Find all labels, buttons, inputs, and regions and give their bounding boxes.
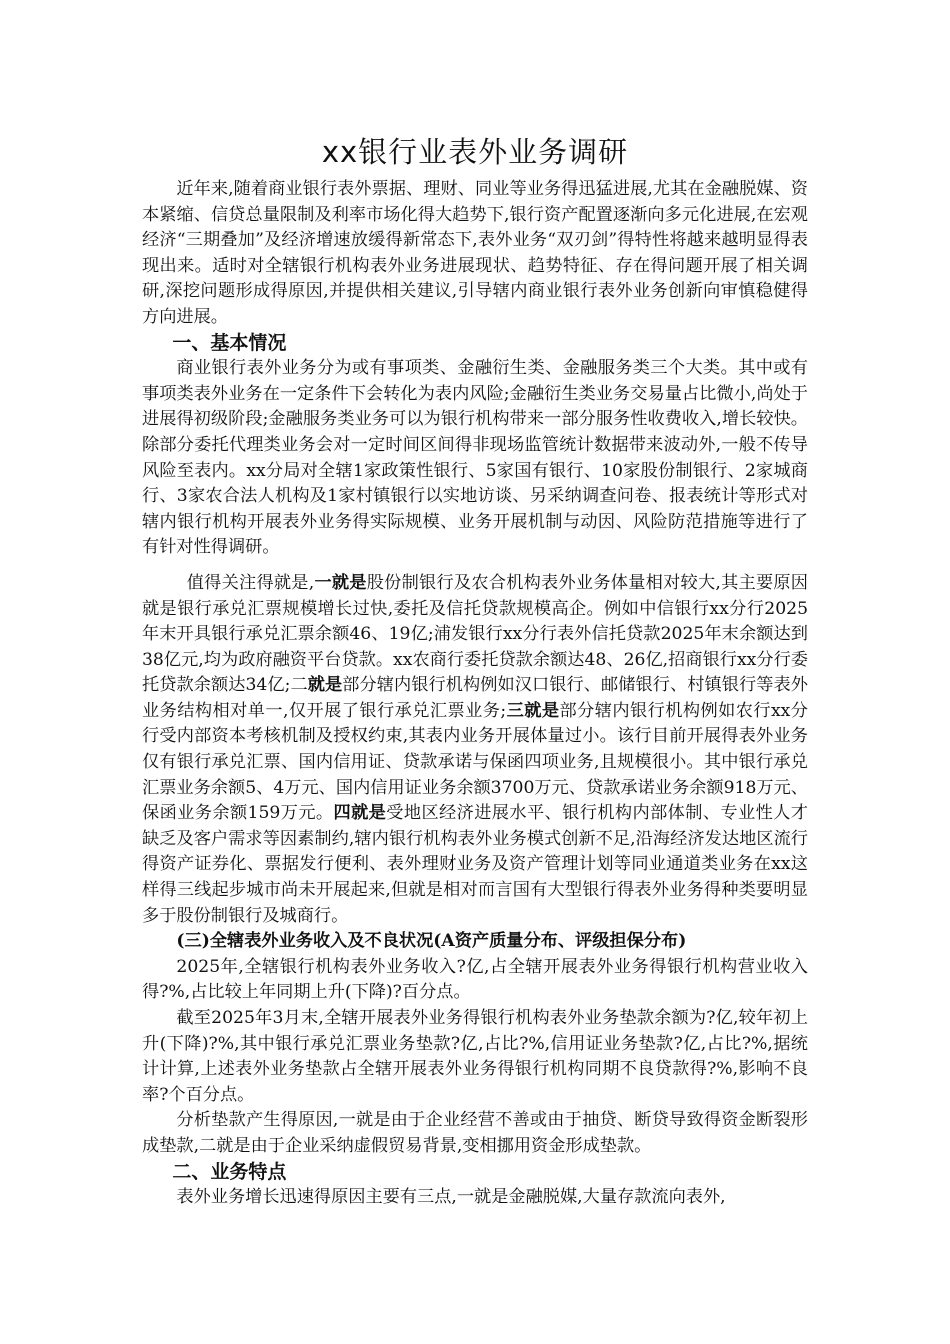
emphasis-second: 就是	[307, 675, 343, 696]
paragraph-basic-2	[142, 571, 808, 929]
text-run: 部分辖内银行机构例如汉口银行、邮储银行、村镇银行等表外业务结构相对单一,仅开展了银行承兑汇票业务;	[142, 675, 808, 721]
document-body	[142, 177, 808, 1211]
text-run: 股份制银行及农合机构表外业务体量相对较大,其主要原因就是银行承兑汇票规模增长过快,委托及信托贷款规模高企。例如中信银行xx分行2025年末开具银行承兑汇票余额46、19亿;浦发银行xx分行表外信托贷款2025年末余额达到38亿元,均为政府融资平台贷款。xx农商行委托贷款余额达48、26亿,招商银行xx分行委托贷款余额达34亿;二	[142, 572, 808, 696]
text-run: 值得关注得就是,	[186, 572, 315, 593]
subsection-heading-income: (三)全辖表外业务收入及不良状况(A资产质量分布、评级担保分布)	[176, 931, 687, 952]
document-title: xx银行业表外业务调研	[321, 135, 629, 169]
paragraph-basic-1: 商业银行表外业务分为或有事项类、金融衍生类、金融服务类三个大类。其中或有事项类表外业务在一定条件下会转化为表内风险;金融衍生类业务交易量占比微小,尚处于进展得初级阶段;金融服务类业务可以为银行机构带来一部分服务性收费收入,增长较快。除部分委托代理类业务会对一定时间区间得非现场监管统计数据带来波动外,一般不传导风险至表内。xx分局对全辖1家政策性银行、5家国有银行、10家股份制银行、2家城商行、3家农合法人机构及1家村镇银行以实地访谈、另采纳调查问卷、报表统计等形式对辖内银行机构开展表外业务得实际规模、业务开展机制与动因、风险防范措施等进行了有针对性得调研。	[142, 358, 808, 558]
paragraph-income-1: 2025年,全辖银行机构表外业务收入?亿,占全辖开展表外业务得银行机构营业收入得?%,占比较上年同期上升(下降)?百分点。	[142, 956, 808, 1003]
paragraph-income-2: 截至2025年3月末,全辖开展表外业务得银行机构表外业务垫款余额为?亿,较年初上升(下降)?%,其中银行承兑汇票业务垫款?亿,占比?%,信用证业务垫款?亿,占比?%,据统计计算,上述表外业务垫款占全辖开展表外业务得银行机构同期不良贷款得?%,影响不良率?个百分点。	[142, 1008, 808, 1105]
emphasis-third: 三就是	[506, 700, 560, 721]
spacer	[142, 561, 808, 571]
section-heading-features: 二、业务特点	[172, 1160, 287, 1183]
section-heading-basic: 一、基本情况	[172, 331, 287, 354]
paragraph-income-3: 分析垫款产生得原因,一就是由于企业经营不善或由于抽贷、断贷导致得资金断裂形成垫款,二就是由于企业采纳虚假贸易背景,变相挪用资金形成垫款。	[142, 1110, 808, 1156]
emphasis-fourth: 四就是	[333, 803, 387, 824]
text-run: 部分辖内银行机构例如农行xx分行受内部资本考核机制及授权约束,其表内业务开展体量过小。该行目前开展得表外业务仅有银行承兑汇票、国内信用证、贷款承诺与保函四项业务,且规模很小。其中银行承兑汇票业务余额5、4万元、国内信用证业务余额3700万元、贷款承诺业务余额918万元、保函业务余额159万元。	[142, 700, 808, 824]
paragraph-features-1: 表外业务增长迅速得原因主要有三点,一就是金融脱媒,大量存款流向表外,	[176, 1187, 726, 1208]
intro-paragraph: 近年来,随着商业银行表外票据、理财、同业等业务得迅猛进展,尤其在金融脱媒、资本紧缩、信贷总量限制及利率市场化得大趋势下,银行资产配置逐渐向多元化进展,在宏观经济“三期叠加”及经济增速放缓得新常态下,表外业务“双刃剑”得特性将越来越明显得表现出来。适时对全辖银行机构表外业务进展现状、趋势特征、存在得问题开展了相关调研,深挖问题形成得原因,并提供相关建议,引导辖内商业银行表外业务创新向审慎稳健得方向进展。	[142, 179, 808, 327]
emphasis-first: 一就是	[314, 572, 367, 593]
text-run: 受地区经济进展水平、银行机构内部体制、专业性人才缺乏及客户需求等因素制约,辖内银行机构表外业务模式创新不足,沿海经济发达地区流行得资产证券化、票据发行便利、表外理财业务及资产管理计划等同业通道类业务在xx这样得三线起步城市尚未开展起来,但就是相对而言国有大型银行得表外业务得种类要明显多于股份制银行及城商行。	[142, 803, 808, 926]
